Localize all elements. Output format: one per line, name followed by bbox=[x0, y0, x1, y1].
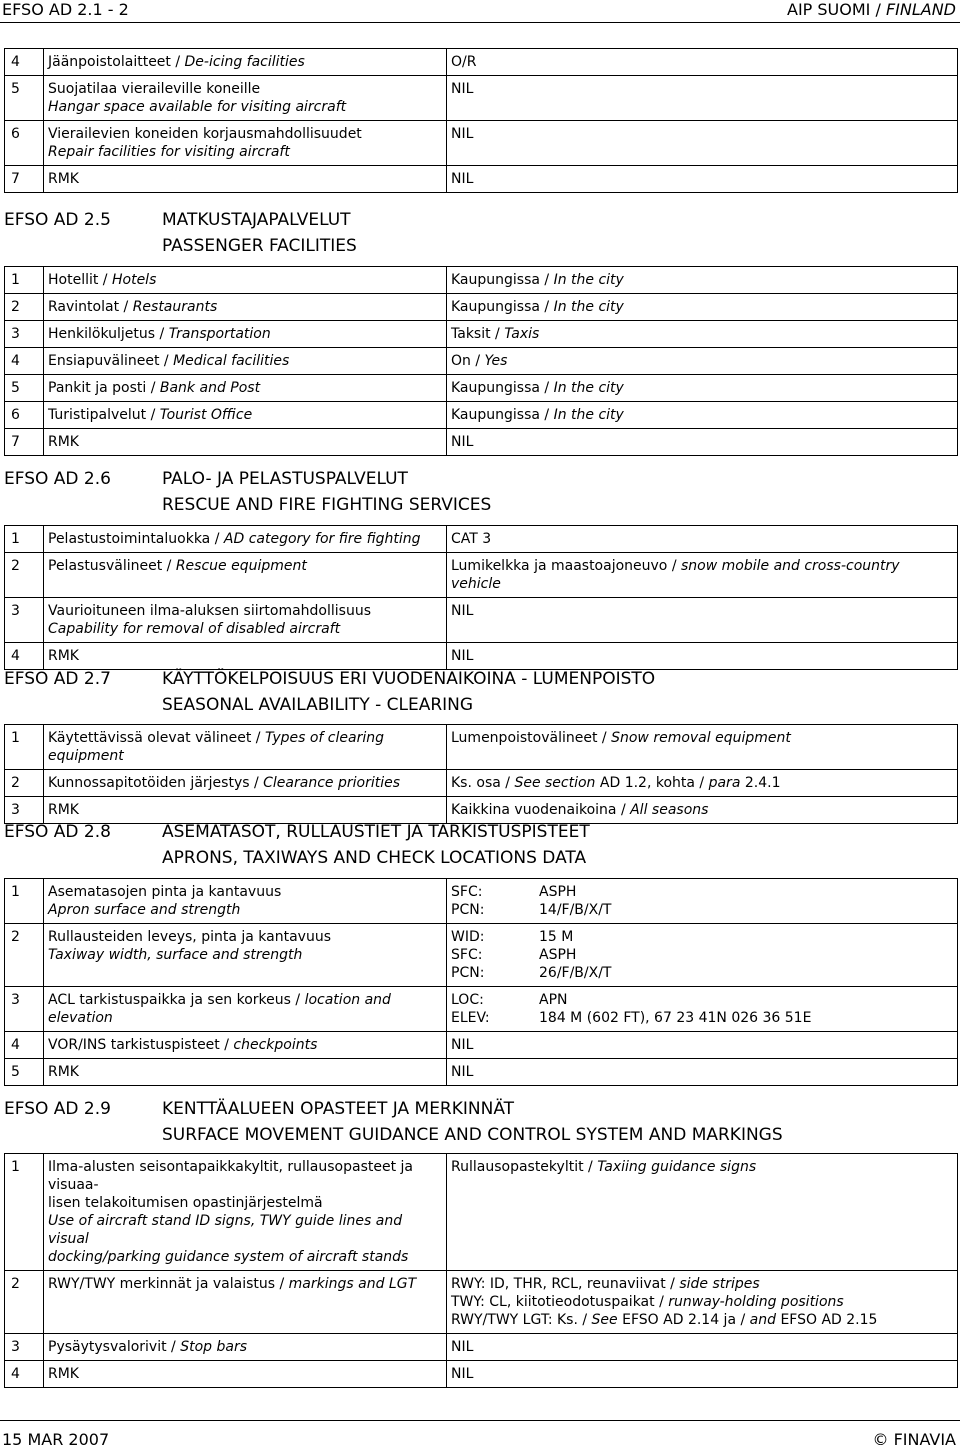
table-row: 2 Rullausteiden leveys, pinta ja kantavuus Taxiway width, surface and strength WID: 15 M SFC: ASPH PCN: 26/F/B/X/T bbox=[5, 924, 958, 987]
copyright: © FINAVIA bbox=[872, 1430, 956, 1449]
table-row: 1 Pelastustoimintaluokka / AD category for fire fighting CAT 3 bbox=[5, 526, 958, 553]
table-row: 6 Vierailevien koneiden korjausmahdollisuudet Repair facilities for visiting aircraft NIL bbox=[5, 121, 958, 166]
table-row: 1 Asematasojen pinta ja kantavuus Apron surface and strength SFC: ASPH PCN: 14/F/B/X/T bbox=[5, 879, 958, 924]
table-row: 4 VOR/INS tarkistuspisteet / checkpoints NIL bbox=[5, 1032, 958, 1059]
table-row: 7 RMK NIL bbox=[5, 429, 958, 456]
handling-facilities-table bbox=[4, 48, 958, 193]
header-rule bbox=[0, 22, 960, 23]
publication-name: AIP SUOMI / FINLAND bbox=[787, 0, 956, 19]
table-row: 4 RMK NIL bbox=[5, 643, 958, 670]
seasonal-availability-table bbox=[4, 724, 958, 824]
table-row: 5 RMK NIL bbox=[5, 1059, 958, 1086]
footer-rule bbox=[0, 1420, 960, 1421]
surface-guidance-table bbox=[4, 1153, 958, 1388]
rescue-services-table bbox=[4, 525, 958, 670]
table-row: 2 Ravintolat / Restaurants Kaupungissa / In the city bbox=[5, 294, 958, 321]
table-row: 4 RMK NIL bbox=[5, 1361, 958, 1388]
table-row: 2 Pelastusvälineet / Rescue equipment Lumikelkka ja maastoajoneuvo / snow mobile and cross-country vehicle bbox=[5, 553, 958, 598]
table-row: 3 Vaurioituneen ilma-aluksen siirtomahdollisuus Capability for removal of disabled aircraft NIL bbox=[5, 598, 958, 643]
table-row: 1 Hotellit / Hotels Kaupungissa / In the city bbox=[5, 267, 958, 294]
table-row: 2 Kunnossapitotöiden järjestys / Clearance priorities Ks. osa / See section AD 1.2, kohta / para 2.4.1 bbox=[5, 770, 958, 797]
table-row: 7 RMK NIL bbox=[5, 166, 958, 193]
table-row: 2 RWY/TWY merkinnät ja valaistus / markings and LGT RWY: ID, THR, RCL, reunaviivat / side stripes TWY: CL, kiitotieodotuspaikat / runway-holding positions RWY/TWY LGT: Ks. / See EFSO AD 2.14 ja / and EFSO AD 2.15 bbox=[5, 1271, 958, 1334]
table-row: 4 Jäänpoistolaitteet / De-icing facilities O/R bbox=[5, 49, 958, 76]
table-row: 3 ACL tarkistuspaikka ja sen korkeus / location and elevation LOC: APN ELEV: 184 M (602 FT), 67 23 41N 026 36 51E bbox=[5, 987, 958, 1032]
table-row: 3 Henkilökuljetus / Transportation Taksit / Taxis bbox=[5, 321, 958, 348]
table-row: 3 Pysäytysvalorivit / Stop bars NIL bbox=[5, 1334, 958, 1361]
document-id: EFSO AD 2.1 - 2 bbox=[2, 0, 129, 19]
page-header bbox=[0, 0, 960, 20]
table-row: 1 Ilma-alusten seisontapaikkakyltit, rullausopasteet ja visuaa- lisen telakoitumisen opastinjärjestelmä Use of aircraft stand ID signs, TWY guide lines and visual docking/parking guidance system of aircraft stands Rullausopastekyltit / Taxiing guidance signs bbox=[5, 1154, 958, 1271]
table-row: 5 Pankit ja posti / Bank and Post Kaupungissa / In the city bbox=[5, 375, 958, 402]
passenger-facilities-table bbox=[4, 266, 958, 456]
table-row: 4 Ensiapuvälineet / Medical facilities On / Yes bbox=[5, 348, 958, 375]
aprons-taxiways-table bbox=[4, 878, 958, 1086]
table-row: 5 Suojatilaa vieraileville koneille Hangar space available for visiting aircraft NIL bbox=[5, 76, 958, 121]
table-row: 6 Turistipalvelut / Tourist Office Kaupungissa / In the city bbox=[5, 402, 958, 429]
table-row: 3 RMK Kaikkina vuodenaikoina / All seasons bbox=[5, 797, 958, 824]
table-row: 1 Käytettävissä olevat välineet / Types of clearing equipment Lumenpoistovälineet / Snow removal equipment bbox=[5, 725, 958, 770]
effective-date: 15 MAR 2007 bbox=[2, 1430, 110, 1449]
